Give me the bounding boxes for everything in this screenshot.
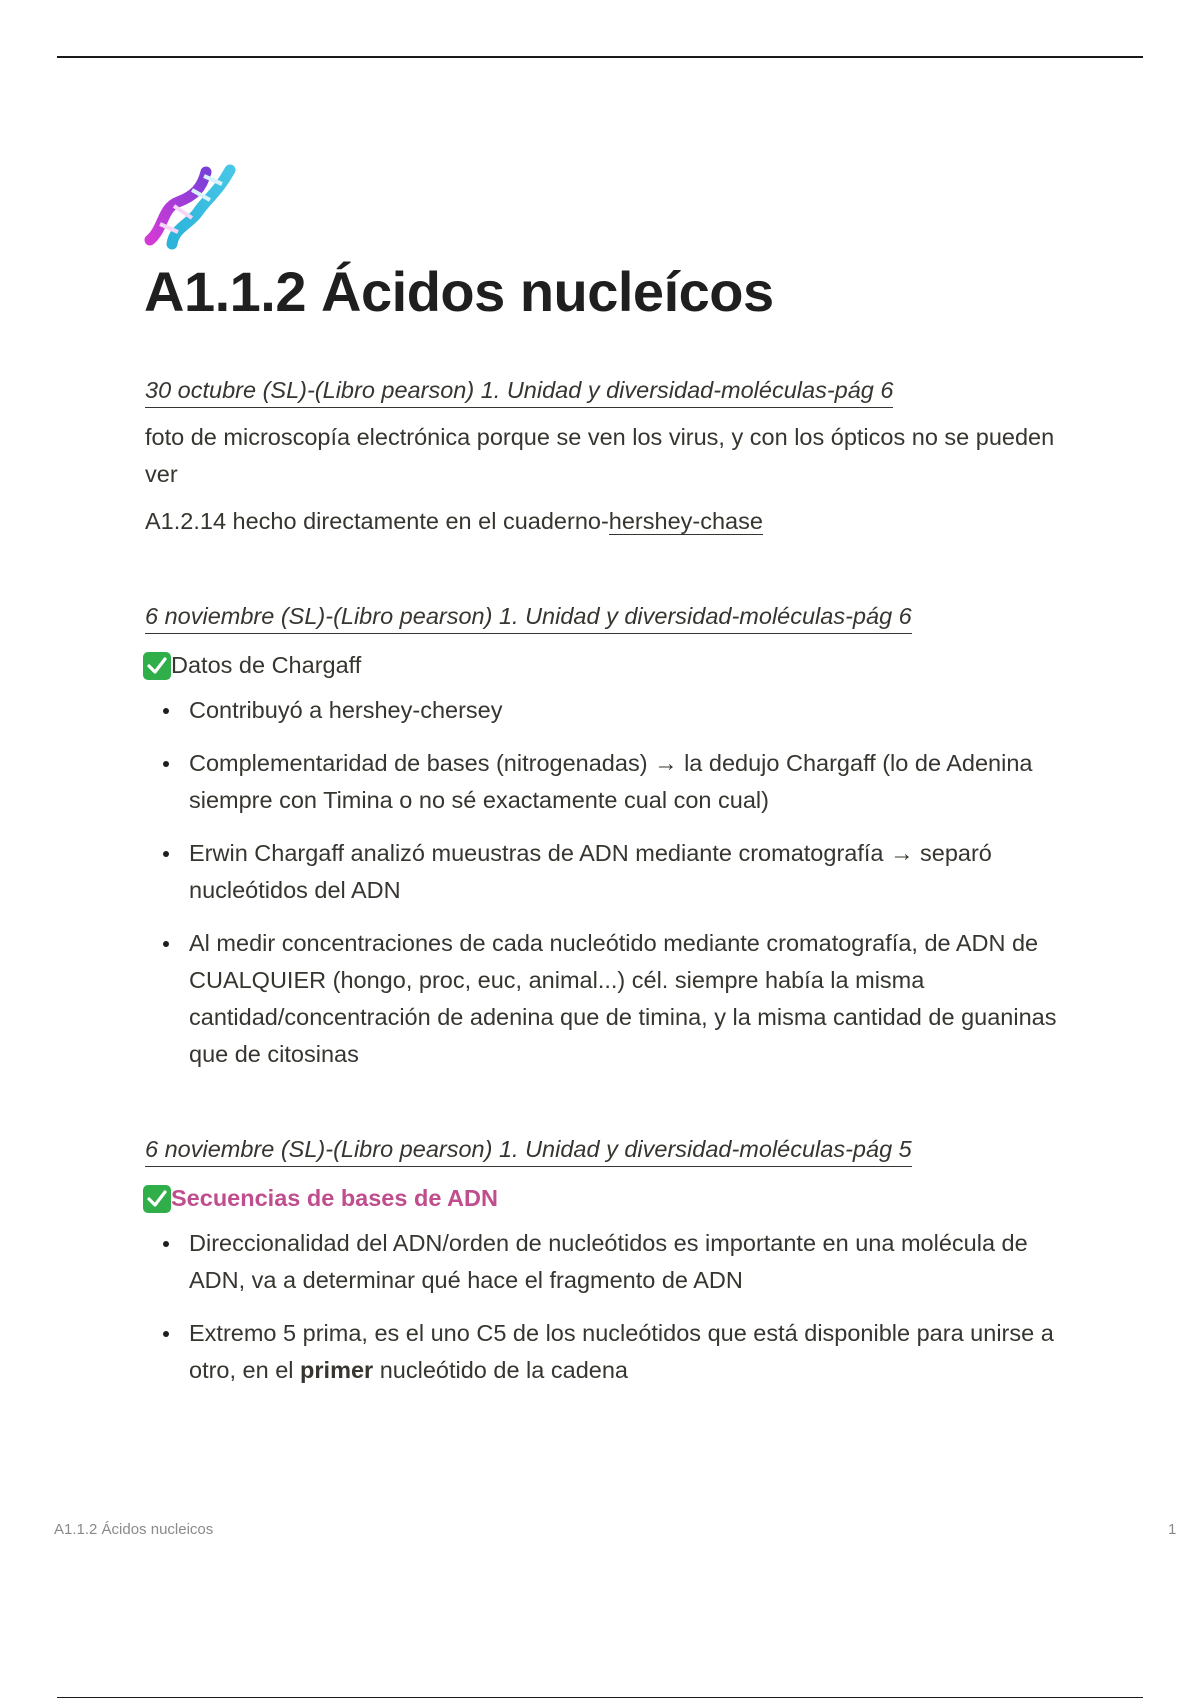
list-item: Erwin Chargaff analizó mueustras de ADN mediante cromatografía → separó nucleótidos del ADN	[189, 835, 1085, 909]
paragraph: foto de microscopía electrónica porque se ven los virus, y con los ópticos no se pueden ver	[145, 424, 1055, 487]
check-label: Secuencias de bases de ADN	[171, 1185, 498, 1211]
item-text: Extremo 5 prima, es el uno C5 de los nucleótidos que está disponible para unirse a otro, en el	[189, 1320, 1054, 1383]
check-mark-icon	[143, 1185, 171, 1213]
checked-item	[145, 647, 1085, 684]
section-heading: 6 noviembre (SL)-(Libro pearson) 1. Unidad y diversidad-moléculas-pág 6	[145, 600, 912, 634]
item-text: nucleótido de la cadena	[373, 1357, 628, 1383]
paragraph-with-link	[145, 503, 1085, 540]
section-heading: 30 octubre (SL)-(Libro pearson) 1. Unidad y diversidad-moléculas-pág 6	[145, 374, 893, 408]
section-6-noviembre-pag5	[145, 1131, 1085, 1389]
section-6-noviembre-pag6	[145, 598, 1085, 1073]
section-30-octubre	[145, 372, 1085, 540]
page-number: 1	[1168, 1521, 1177, 1538]
dna-icon	[144, 158, 236, 250]
page-title: A1.1.2 Ácidos nucleícos	[144, 260, 774, 323]
paragraph-text: A1.2.14 hecho directamente en el cuaderno-	[145, 508, 609, 534]
top-rule	[57, 56, 1143, 58]
bullet-list	[145, 1225, 1085, 1389]
footer-title: A1.1.2 Ácidos nucleicos	[54, 1521, 214, 1538]
list-item	[189, 1315, 1085, 1389]
list-item: Complementaridad de bases (nitrogenadas) → la dedujo Chargaff (lo de Adenina siempre con Timina o no sé exactamente cual con cual)	[189, 745, 1085, 819]
check-label: Datos de Chargaff	[171, 652, 362, 678]
hershey-chase-link[interactable]: hershey-chase	[608, 508, 763, 534]
list-item: Contribuyó a hershey-chersey	[189, 692, 1085, 729]
checked-item	[145, 1180, 1085, 1217]
list-item: Al medir concentraciones de cada nucleótido mediante cromatografía, de ADN de CUALQUIER (hongo, proc, euc, animal...) cél. siempre había la misma cantidad/concentración de adenina que de timina, y la misma cantidad de guaninas que de citosinas	[189, 925, 1085, 1073]
check-mark-icon	[143, 652, 171, 680]
bullet-list	[145, 692, 1085, 1073]
list-item: Direccionalidad del ADN/orden de nucleótidos es importante en una molécula de ADN, va a determinar qué hace el fragmento de ADN	[189, 1225, 1085, 1299]
bold-text: primer	[300, 1357, 374, 1383]
bottom-rule	[57, 1697, 1143, 1698]
page-content	[145, 372, 1085, 1447]
section-heading: 6 noviembre (SL)-(Libro pearson) 1. Unidad y diversidad-moléculas-pág 5	[145, 1133, 912, 1167]
